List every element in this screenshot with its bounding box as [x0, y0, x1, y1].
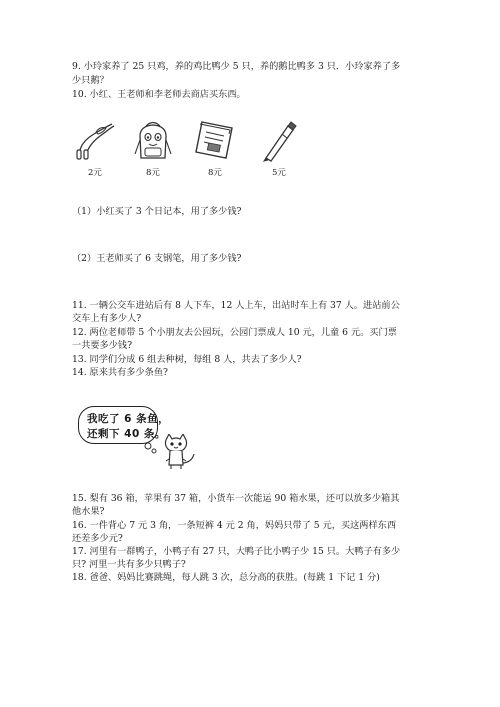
notebook-icon	[192, 118, 238, 162]
question-13: 13. 同学们分成 6 组去种树，每组 8 人，共去了多少人?	[72, 354, 302, 365]
question-18: 18. 爸爸、妈妈比赛跳绳，每人跳 3 次，总分高的获胜。(每跳 1 下记 1 分)	[72, 572, 380, 583]
question-11-line-1: 11. 一辆公交车进站后有 8 人下车，12 人上车，出站时车上有 37 人。进站前公	[72, 300, 400, 311]
question-11-line-2: 交车上有多少人?	[72, 313, 142, 324]
question-15-line-2: 他水果?	[72, 506, 105, 517]
question-9-line-2: 少只鹅？	[72, 75, 109, 86]
question-12-line-2: 一共要多少钱?	[72, 340, 133, 351]
question-15-line-1: 15. 梨有 36 箱，苹果有 37 箱，小货车一次能运 90 箱水果，还可以放多少箱其	[72, 493, 400, 504]
question-16-line-2: 还差多少元?	[72, 533, 123, 544]
jump-rope-price: 2元	[88, 168, 102, 178]
pen-icon	[258, 120, 298, 162]
notebook-price: 8元	[208, 168, 222, 178]
speech-bubble-line-1: 我吃了 6 条鱼，	[87, 413, 170, 425]
question-9-line-1: 9. 小玲家养了 25 只鸡，养的鸡比鸭少 5 只，养的鹅比鸭多 3 只．小玲家养了多	[72, 61, 401, 72]
cat-illustration	[140, 434, 200, 470]
backpack-icon	[131, 118, 175, 162]
question-14-stem: 14. 原来共有多少条鱼?	[72, 367, 168, 378]
question-10-sub-2: （2）王老师买了 6 支钢笔，用了多少钱?	[72, 253, 242, 264]
question-12-line-1: 12. 两位老师带 5 个小朋友去公园玩，公园门票成人 10 元，儿童 6 元。买门票	[72, 327, 397, 338]
question-16-line-1: 16. 一件背心 7 元 3 角，一条短裤 4 元 2 角，妈妈只带了 5 元，买这两样东西	[72, 520, 397, 531]
pen-price: 5元	[272, 168, 286, 178]
question-10-stem: 10. 小红、王老师和李老师去商店买东西。	[72, 89, 246, 100]
question-10-sub-1: （1）小红买了 3 个日记本，用了多少钱?	[72, 206, 242, 217]
question-17-line-1: 17. 河里有一群鸭子，小鸭子有 27 只，大鸭子比小鸭子少 15 只。大鸭子有多少	[72, 546, 401, 557]
jump-rope-icon	[74, 120, 118, 160]
speech-bubble-line-2: 还剩下 40 条。	[87, 428, 166, 440]
question-17-line-2: 只? 河里一共有多少只鸭子?	[72, 559, 186, 570]
backpack-price: 8元	[146, 168, 160, 178]
